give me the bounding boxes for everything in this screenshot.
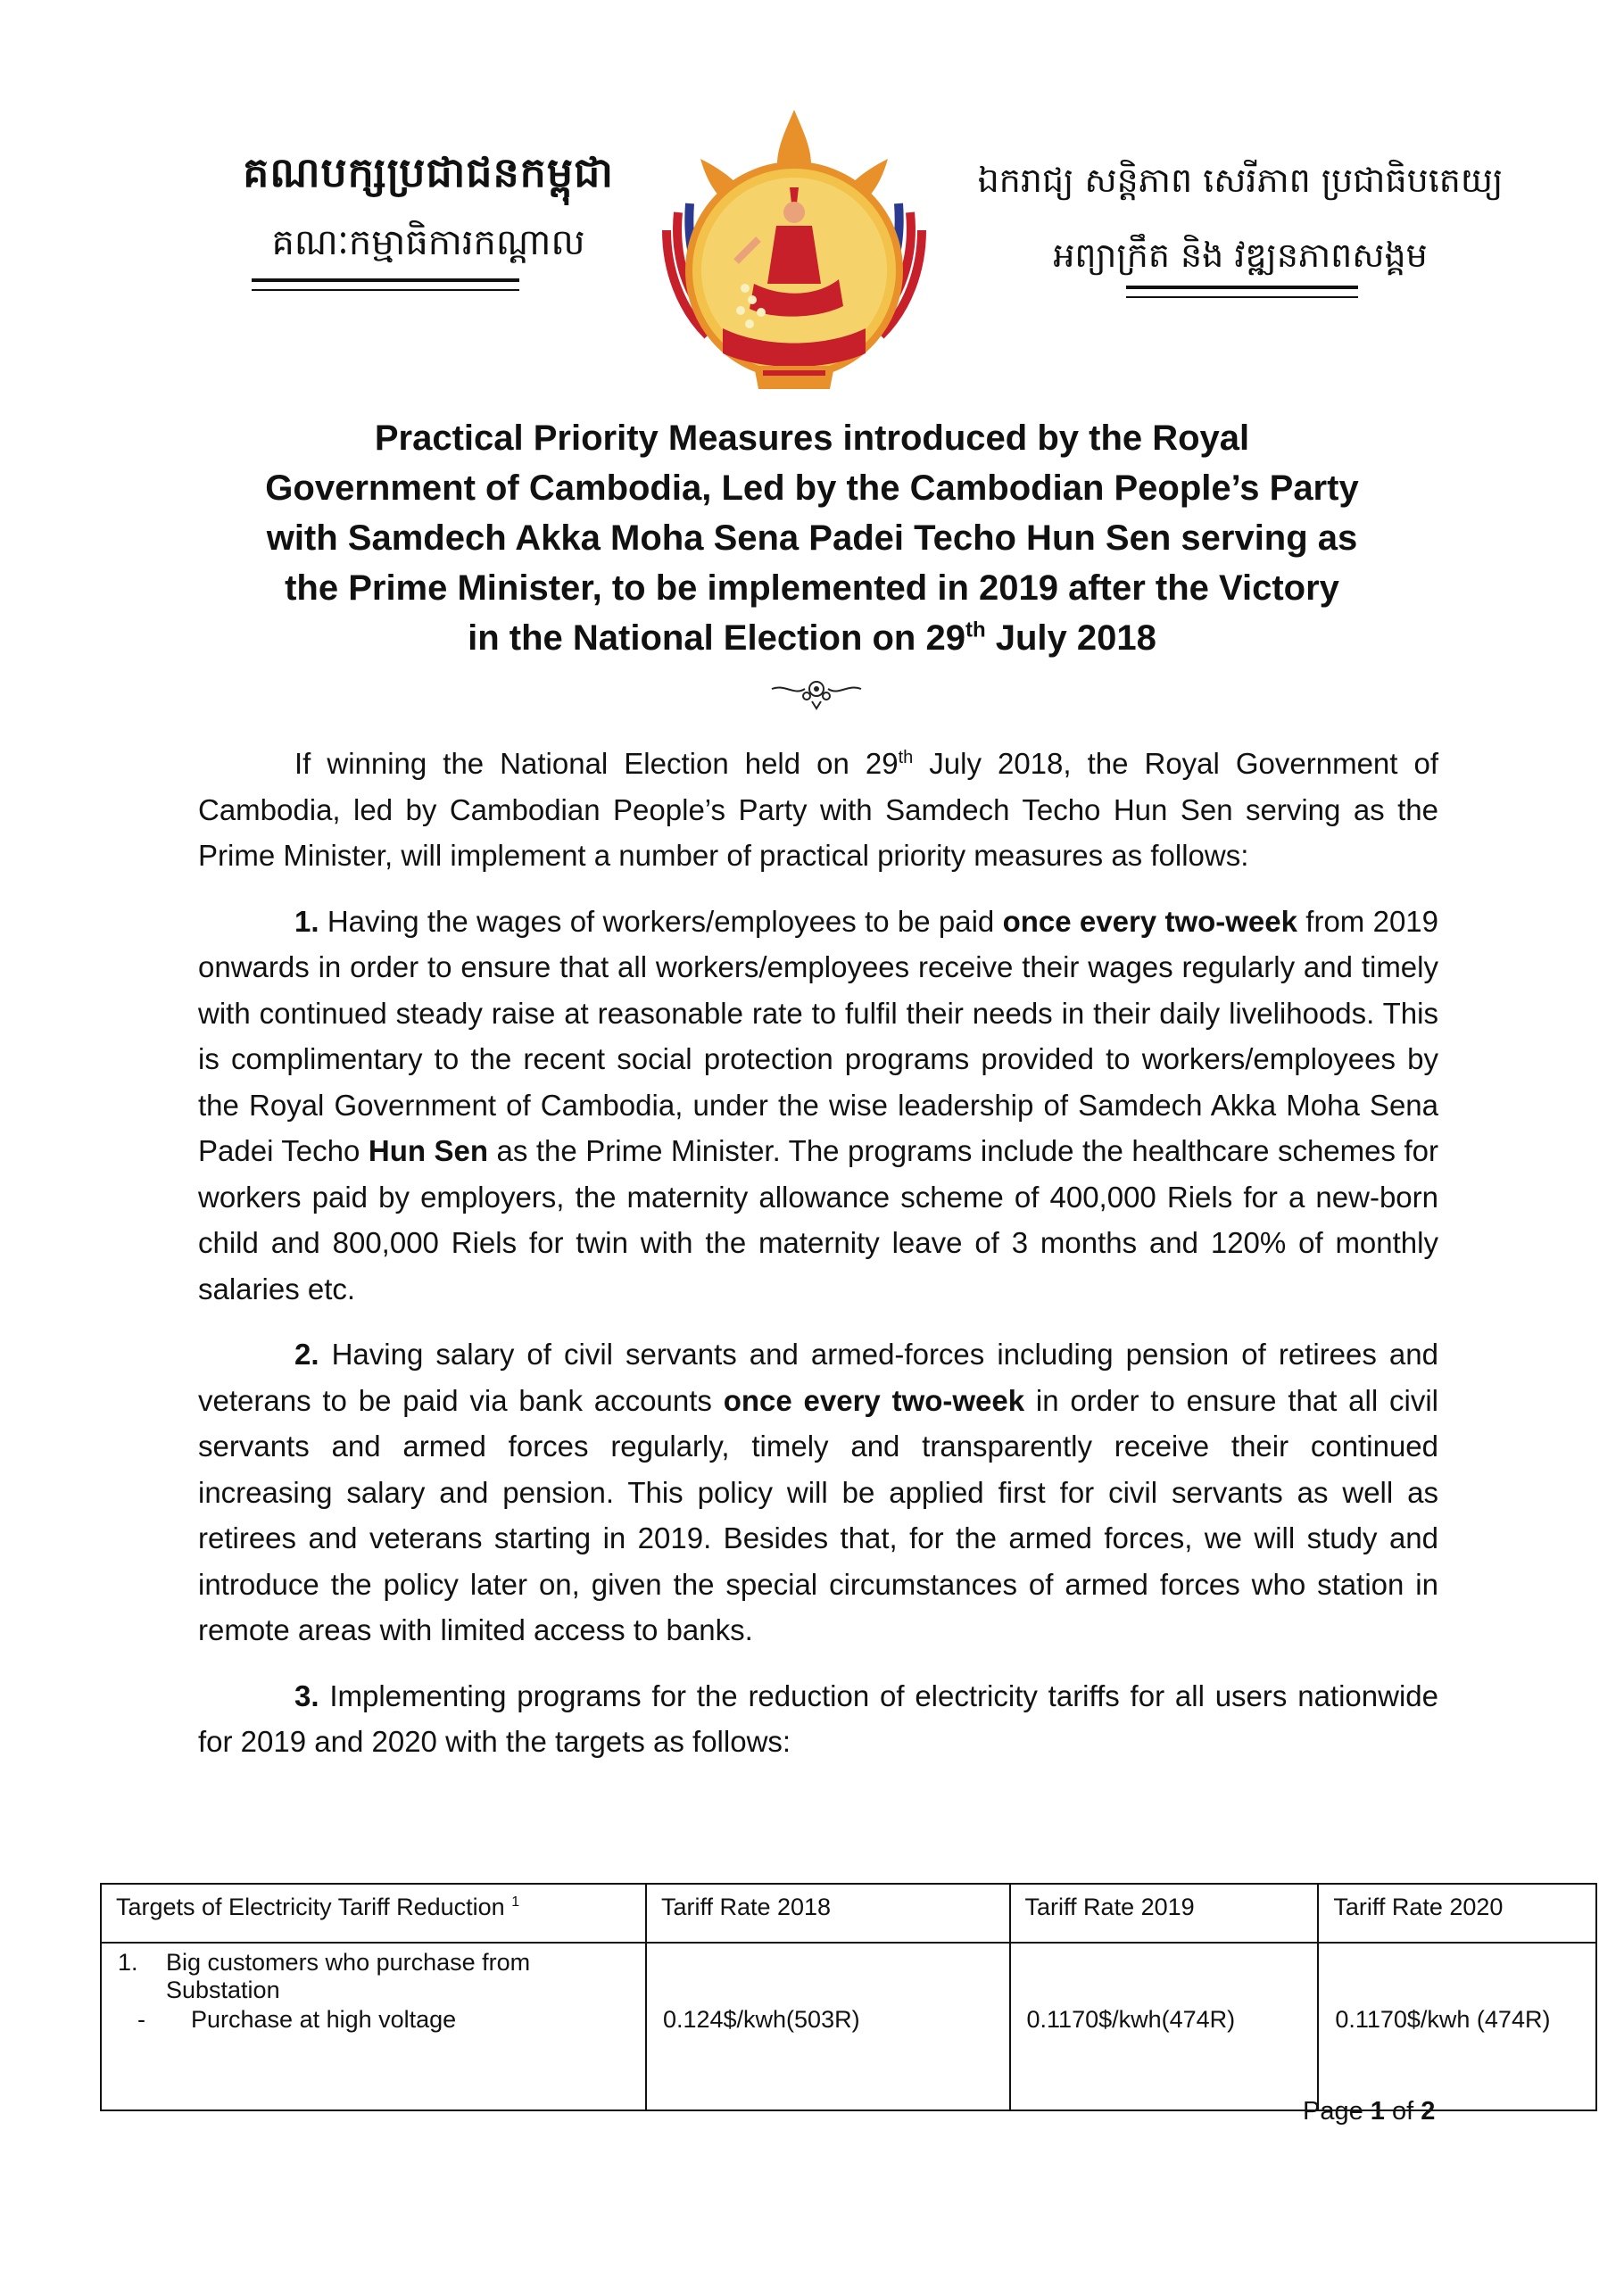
title-line-3: with Samdech Akka Moha Sena Padei Techo Hun Sen serving as [266, 518, 1358, 558]
title-superscript: th [965, 618, 986, 642]
header-rate-2018: Tariff Rate 2018 [646, 1884, 1010, 1943]
title-line-5-text: in the National Election on 29 [468, 618, 965, 658]
motto-line-2: អព្យាក្រឹត និង វឌ្ឍនភាពសង្គម [1053, 236, 1428, 275]
measure-3-number: 3. [294, 1678, 319, 1712]
header-rule-left [252, 278, 519, 291]
of-word: of [1384, 2097, 1421, 2126]
intro-superscript: th [898, 748, 914, 767]
party-header [241, 147, 616, 272]
header-targets [101, 1884, 646, 1943]
table-row [101, 1943, 1596, 2110]
measure-1-paragraph [198, 899, 1438, 1313]
footnote-marker: 1 [511, 1894, 520, 1910]
measure-3-text: Implementing programs for the reduction of electricity tariffs for all users nationwide for 2019 and 2020 with the targets as follows: [198, 1678, 1438, 1758]
measure-1-emphasis: once every two-week [1002, 904, 1297, 938]
current-page: 1 [1370, 2097, 1385, 2126]
header-targets-label: Targets of Electricity Tariff Reduction [116, 1894, 512, 1920]
row-number: 1. [118, 1949, 138, 1976]
title-line-2: Government of Cambodia, Led by the Cambodian People’s Party [265, 468, 1359, 508]
rate-2018-cell: 0.124$/kwh(503R) [646, 1943, 1010, 2110]
motto-line-1: ឯករាជ្យ សន្តិភាព សេរីភាព ប្រជាធិបតេយ្យ [977, 161, 1504, 200]
measure-2-emphasis: once every two-week [723, 1383, 1025, 1417]
customer-category-cell [101, 1943, 646, 2110]
title-line-4: the Prime Minister, to be implemented in 2019 after the Victory [285, 568, 1339, 608]
title-line-5-end: July 2018 [985, 618, 1156, 658]
measure-1-name-emphasis: Hun Sen [368, 1134, 489, 1167]
ornament-divider-icon [767, 676, 866, 712]
measure-2-text-a: Having salary of civil servants and armed-forces including pension of retirees and veterans to be paid via bank accounts [198, 1338, 1438, 1417]
row-dash: - [137, 2006, 145, 2033]
intro-text-a: If winning the National Election held on 29 [294, 747, 899, 780]
measure-2-paragraph [198, 1331, 1438, 1654]
tariff-table [100, 1883, 1597, 2111]
motto-header [946, 159, 1535, 284]
header-rate-2020: Tariff Rate 2020 [1318, 1884, 1596, 1943]
intro-paragraph [198, 741, 1438, 879]
row-sub-label: Purchase at high voltage [191, 2006, 457, 2033]
committee-name: គណៈកម្មាធិការកណ្តាល [271, 222, 585, 263]
title-line-1: Practical Priority Measures introduced by the Royal [374, 419, 1250, 458]
measure-1-number: 1. [294, 904, 319, 938]
header-rate-2019: Tariff Rate 2019 [1010, 1884, 1319, 1943]
measure-2-text-b: in order to ensure that all civil servants and armed forces regularly, timely and transparently receive their continued increasing salary and pension. This policy will be applied first for civil servants as well as retirees and veterans starting in 2019. Besides that, for the armed forces, we will study and introduce the policy later on, given the special circumstances of armed forces who station in remote areas with limited access to banks. [198, 1383, 1438, 1646]
intro-text-b: July 2018, the Royal Government of Cambodia, led by Cambodian People’s Party with Samdech Techo Hun Sen serving as the Prime Minister, will implement a number of practical priority measures as follows: [198, 747, 1438, 872]
row-label-line-1: Big customers who purchase from [166, 1949, 531, 1976]
total-pages: 2 [1421, 2097, 1436, 2126]
measure-1-text-a: Having the wages of workers/employees to be paid [319, 904, 1003, 938]
rate-2020-cell: 0.1170$/kwh (474R) [1318, 1943, 1596, 2110]
row-label-line-2: Substation [166, 1977, 280, 2003]
measure-1-text-c: as the Prime Minister. The programs include the healthcare schemes for workers paid by employers, the maternity allowance scheme of 400,000 Riels for a new-born child and 800,000 Riels for twin with the maternity leave of 3 months and 120% of monthly salaries etc. [198, 1134, 1438, 1305]
title-line-5 [178, 613, 1446, 663]
rate-2019-cell: 0.1170$/kwh(474R) [1010, 1943, 1319, 2110]
tariff-table-header [101, 1884, 1596, 1943]
measure-3-paragraph [198, 1673, 1438, 1765]
page-number [1303, 2097, 1435, 2126]
party-name: គណបក្សប្រជាជនកម្ពុជា [243, 148, 614, 196]
document-body [198, 741, 1438, 1785]
page-word: Page [1303, 2097, 1371, 2126]
cpp-party-emblem-icon [647, 105, 941, 409]
header-rule-right [1126, 286, 1358, 298]
document-title [178, 413, 1446, 663]
measure-1-text-b: from 2019 onwards in order to ensure that all workers/employees receive their wages regularly and timely with continued steady raise at reasonable rate to fulfil their needs in their daily livelihoods. This is complimentary to the recent social protection programs provided to workers/employees by the Royal Government of Cambodia, under the wise leadership of Samdech Akka Moha Sena Padei Techo [198, 904, 1439, 1167]
measure-2-number: 2. [294, 1338, 319, 1371]
